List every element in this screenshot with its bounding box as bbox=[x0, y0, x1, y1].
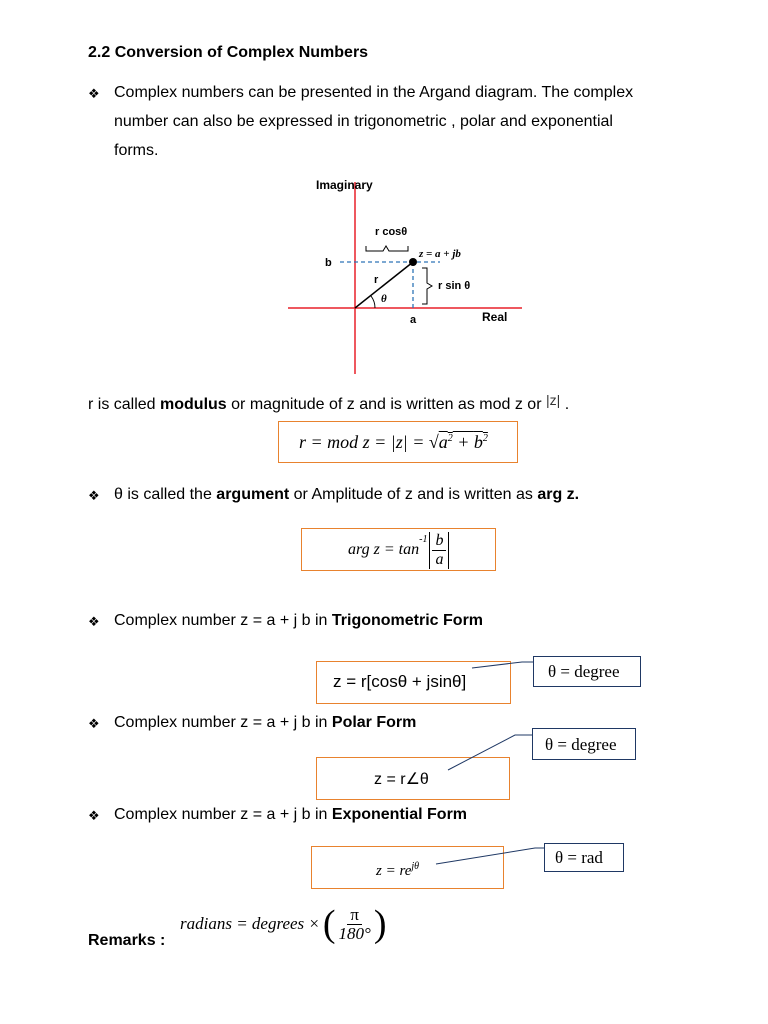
formula-b: b bbox=[473, 432, 483, 452]
bullet-icon: ❖ bbox=[88, 808, 100, 823]
polar-formula: z = r∠θ bbox=[374, 771, 429, 788]
trig-note: θ = degree bbox=[548, 662, 620, 681]
argument-bold2: arg z. bbox=[537, 486, 580, 503]
b-label: b bbox=[325, 257, 332, 269]
argument-post: or Amplitude of z and is written as bbox=[289, 486, 538, 503]
exponential-connector bbox=[436, 848, 544, 864]
real-label: Real bbox=[482, 310, 508, 324]
modulus-post: or magnitude of z and is written as mod z or bbox=[226, 396, 546, 413]
a-label: a bbox=[410, 314, 417, 326]
modulus-formula-left: r = mod z = |z| = √ bbox=[299, 432, 439, 452]
remarks-label: Remarks : bbox=[88, 932, 166, 949]
exponential-bold: Exponential Form bbox=[331, 806, 468, 823]
polar-note: θ = degree bbox=[545, 735, 617, 754]
bullet-icon: ❖ bbox=[88, 488, 100, 503]
modulus-end: . bbox=[560, 396, 570, 413]
remarks-den: 180° bbox=[338, 923, 371, 943]
argument-bold: argument bbox=[216, 486, 290, 503]
argument-pre: is called the bbox=[122, 486, 217, 503]
bullet-icon: ❖ bbox=[88, 86, 100, 101]
rsin-label: r sin θ bbox=[438, 280, 471, 292]
imaginary-label: Imaginary bbox=[316, 178, 373, 192]
trig-connector bbox=[472, 662, 533, 668]
intro-line-1: Complex numbers can be presented in the Argand diagram. The complex bbox=[114, 84, 634, 101]
modulus-bold: modulus bbox=[160, 396, 227, 413]
bullet-icon: ❖ bbox=[88, 716, 100, 731]
trig-formula: z = r[cosθ + jsinθ] bbox=[333, 672, 467, 691]
remarks-formula: radians = degrees × ( $\frac{\pi}{180^\circ}$ ) bbox=[180, 903, 387, 945]
rcos-label: r cosθ bbox=[375, 226, 408, 238]
polar-pre: Complex number z = a + j b in bbox=[114, 714, 332, 731]
argument-formula-sup: -1 bbox=[419, 534, 428, 545]
formula-plus: + bbox=[452, 432, 474, 452]
r-label: r bbox=[374, 274, 379, 286]
remarks-formula-left: radians = degrees × bbox=[180, 914, 320, 933]
abs-symbol: |z| bbox=[545, 392, 561, 408]
argument-theta: θ bbox=[114, 486, 123, 503]
formula-a: a bbox=[438, 432, 448, 452]
z-label: z = a + jb bbox=[419, 248, 461, 260]
trig-bold: Trigonometric Form bbox=[331, 612, 484, 629]
exponential-sup: jθ bbox=[411, 861, 420, 872]
exponential-note: θ = rad bbox=[555, 848, 603, 867]
exponential-base: z = re bbox=[376, 863, 412, 879]
argument-den: a bbox=[435, 550, 444, 568]
theta-label: θ bbox=[381, 293, 387, 305]
intro-line-3: forms. bbox=[114, 142, 159, 159]
polar-connector bbox=[448, 735, 532, 770]
modulus-pre: r is called bbox=[88, 396, 161, 413]
argument-formula-left: arg z = tan bbox=[348, 541, 420, 558]
polar-bold: Polar Form bbox=[331, 714, 417, 731]
formula-b-exp: 2 bbox=[482, 433, 488, 444]
intro-line-2: number can also be expressed in trigonometric , polar and exponential bbox=[114, 113, 613, 130]
section-title: 2.2 Conversion of Complex Numbers bbox=[88, 44, 369, 61]
trig-pre: Complex number z = a + j b in bbox=[114, 612, 332, 629]
argument-num: b bbox=[432, 532, 446, 551]
remarks-num: π bbox=[347, 906, 362, 925]
bullet-icon: ❖ bbox=[88, 614, 100, 629]
formula-a-exp: 2 bbox=[447, 433, 453, 444]
exponential-pre: Complex number z = a + j b in bbox=[114, 806, 332, 823]
